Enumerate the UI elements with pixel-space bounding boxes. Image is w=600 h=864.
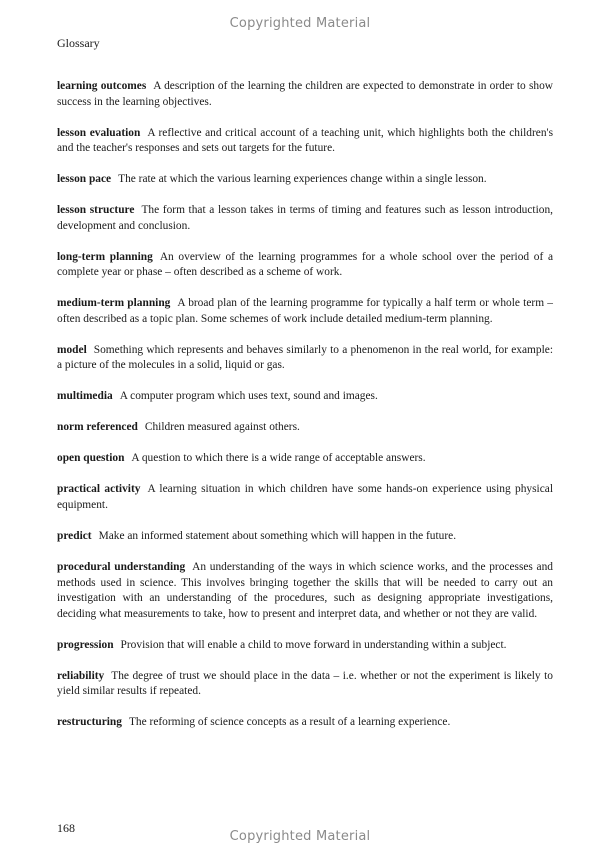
glossary-entry [57,638,553,654]
glossary-entry [57,482,553,513]
glossary-entry [57,250,553,281]
glossary-definition: A broad plan of the learning programme for typically a half term or whole term – often described as a topic plan. Some schemes of work include detailed medium-term planning. [57,297,553,325]
glossary-entry [57,715,553,731]
glossary-term: long-term planning [57,250,153,263]
watermark-top: Copyrighted Material [229,16,371,31]
glossary-definition: Make an informed statement about something which will happen in the future. [98,529,457,542]
glossary-term: lesson structure [57,204,135,217]
glossary-term: procedural understanding [57,560,186,573]
glossary-term: learning outcomes [57,80,147,92]
glossary-entry [57,126,553,157]
glossary-definition: A question to which there is a wide range of acceptable answers. [131,452,426,465]
glossary-entry [57,203,553,234]
glossary-definition: Provision that will enable a child to move forward in understanding within a subject. [120,638,507,651]
glossary-term: practical activity [57,483,141,496]
glossary-term: model [57,343,87,356]
glossary-entry [57,172,553,188]
running-head: Glossary [57,36,100,50]
glossary-entry [57,560,553,622]
glossary-entry [57,420,553,436]
glossary-term: restructuring [57,716,122,729]
glossary-term: open question [57,452,125,465]
glossary-term: lesson pace [57,173,112,186]
glossary-list [57,79,553,746]
glossary-definition: The form that a lesson takes in terms of timing and features such as lesson introduction, development and conclusion. [57,204,553,232]
glossary-entry [57,343,553,374]
glossary-term: predict [57,529,92,542]
glossary-definition: The reforming of science concepts as a result of a learning experience. [128,716,451,729]
page-number: 168 [57,821,75,835]
glossary-entry [57,529,553,545]
glossary-definition: Children measured against others. [144,421,300,434]
glossary-definition: An understanding of the ways in which science works, and the processes and methods used in science. This involves bringing together the skills that will be needed to carry out an investigation with an understanding of the procedures, such as designing appropriate investigations, deciding what measurements to take, how to present and interpret data, and whether or not they are valid. [57,560,553,620]
glossary-definition: A reflective and critical account of a teaching unit, which highlights both the children's and the teacher's responses and sets out targets for the future. [57,126,554,155]
glossary-definition: A description of the learning the children are expected to demonstrate in order to show success in the learning objectives. [57,80,553,108]
glossary-definition: An overview of the learning programmes for a whole school over the period of a complete year or phase – often described as a scheme of work. [57,250,554,279]
glossary-definition: A learning situation in which children have some hands-on experience using physical equipment. [57,483,554,511]
glossary-term: lesson evaluation [57,126,141,139]
glossary-definition: A computer program which uses text, sound and images. [119,390,378,403]
glossary-term: norm referenced [57,421,138,434]
glossary-entry [57,389,553,405]
watermark-bottom: Copyrighted Material [229,829,371,844]
glossary-entry [57,79,553,110]
glossary-term: progression [57,638,114,651]
glossary-definition: The rate at which the various learning experiences change within a single lesson. [118,173,487,186]
glossary-entry [57,296,553,327]
glossary-definition: Something which represents and behaves similarly to a phenomenon in the real world, for example: a picture of the molecules in a solid, liquid or gas. [57,343,553,372]
glossary-term: reliability [57,669,105,682]
glossary-entry [57,669,553,700]
glossary-term: medium-term planning [57,297,171,310]
glossary-term: multimedia [57,390,113,403]
glossary-definition: The degree of trust we should place in the data – i.e. whether or not the experiment is likely to yield similar results if repeated. [57,669,553,698]
glossary-entry [57,451,553,467]
